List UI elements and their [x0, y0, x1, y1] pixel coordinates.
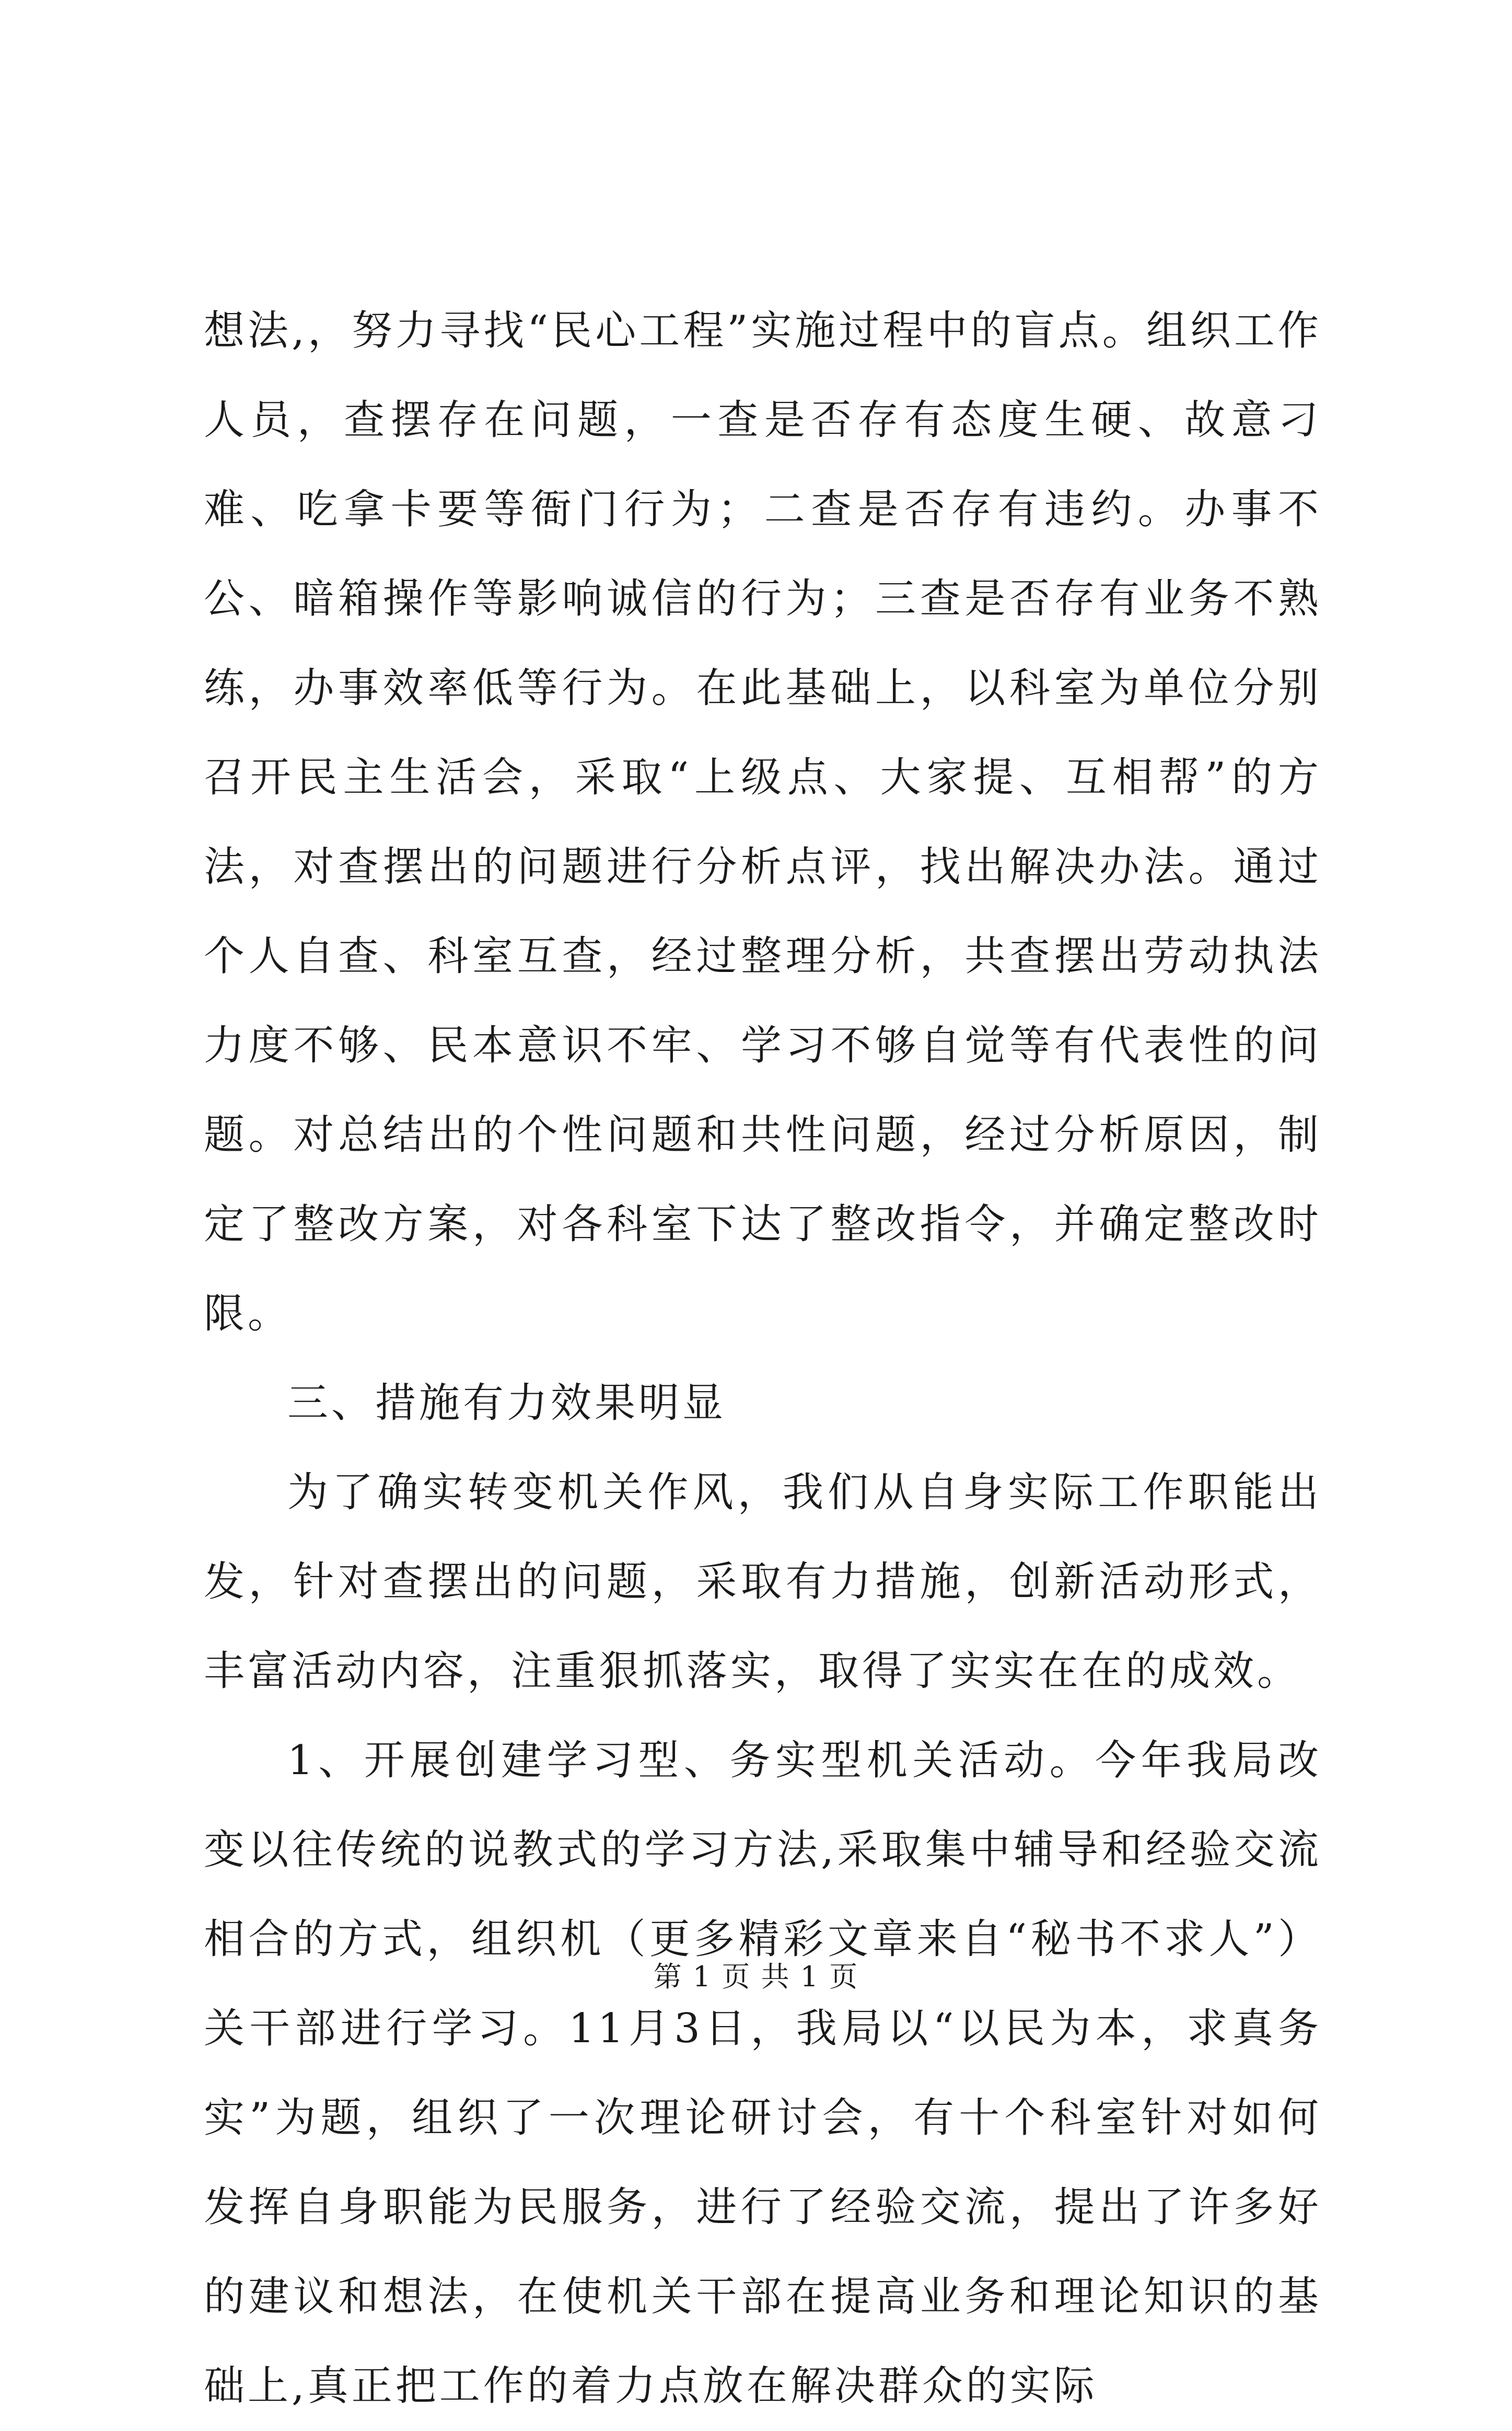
paragraph-continuation: 想法,，努力寻找“民心工程”实施过程中的盲点。组织工作人员，查摆存在问题，一查是否存有态度生硬、故意刁难、吃拿卡要等衙门行为；二查是否存有违约。办事不公、暗箱操作等影响诚信的行为；三查是否存有业务不熟练，办事效率低等行为。在此基础上，以科室为单位分别召开民主生活会，采取“上级点、大家提、互相帮”的方法，对查摆出的问题进行分析点评，找出解决办法。通过个人自查、科室互查，经过整理分析，共查摆出劳动执法力度不够、民本意识不牢、学习不够自觉等有代表性的问题。对总结出的个性问题和共性问题，经过分析原因，制定了整改方案，对各科室下达了整改指令，并确定整改时限。	[204, 307, 1322, 1337]
page-footer: 第 1 页 共 1 页	[653, 1960, 859, 1993]
paragraph-intro: 为了确实转变机关作风，我们从自身实际工作职能出发，针对查摆出的问题，采取有力措施，创新活动形式，丰富活动内容，注重狠抓落实，取得了实实在在的成效。	[204, 1469, 1322, 1695]
document-body	[204, 286, 1322, 2431]
paragraph-item-1: 1、开展创建学习型、务实型机关活动。今年我局改变以往传统的说教式的学习方法,采取集中辅导和经验交流相合的方式，组织机（更多精彩文章来自“秘书不求人”）关干部进行学习。11月3日，我局以“以民为本，求真务实”为题，组织了一次理论研讨会，有十个科室针对如何发挥自身职能为民服务，进行了经验交流，提出了许多好的建议和想法，在使机关干部在提高业务和理论知识的基础上,真正把工作的着力点放在解决群众的实际	[204, 1737, 1322, 2410]
section-heading: 三、措施有力效果明显	[287, 1380, 727, 1427]
